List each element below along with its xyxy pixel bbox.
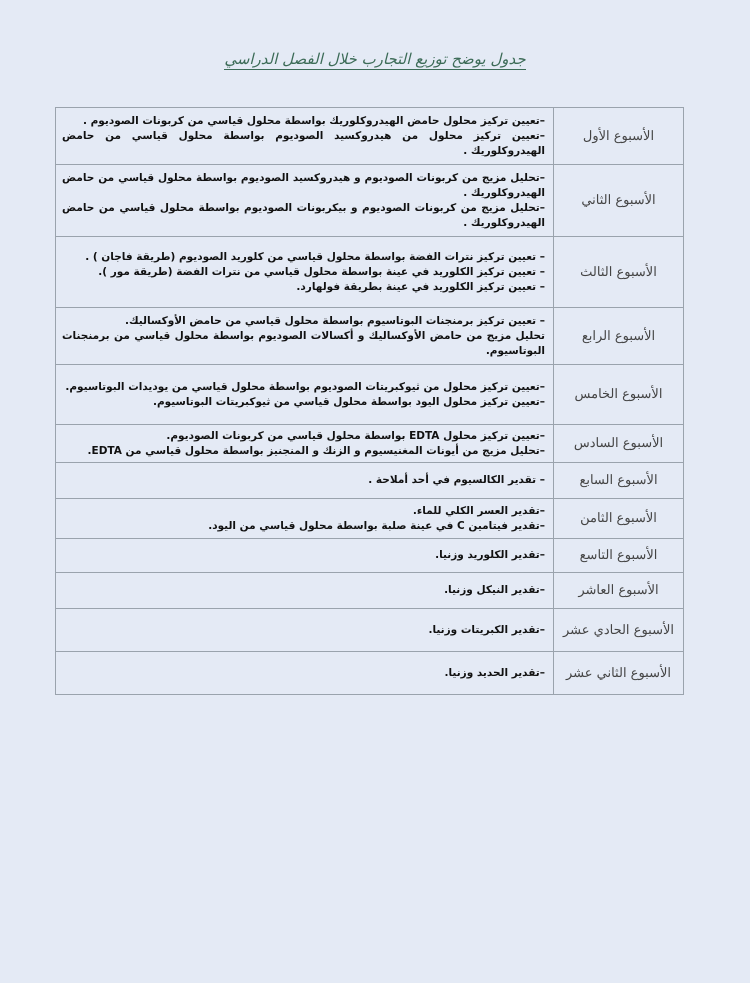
schedule-row xyxy=(56,308,684,365)
experiment-item: –تقدير الكلوريد وزنيا. xyxy=(435,549,545,561)
schedule-row xyxy=(56,573,684,609)
experiment-item: –تقدير الكبريتات وزنيا. xyxy=(428,623,545,636)
week-label: الأسبوع الثاني xyxy=(554,165,684,237)
page-title-text: جدول يوضح توزيع التجارب خلال الفصل الدراسي xyxy=(224,50,526,68)
week-label: الأسبوع السابع xyxy=(554,463,684,499)
schedule-row xyxy=(56,499,684,539)
experiments-cell xyxy=(56,463,554,499)
schedule-row xyxy=(56,425,684,463)
experiments-cell xyxy=(56,308,554,365)
experiment-item: –تقدير العسر الكلي للماء. xyxy=(412,504,545,517)
schedule-row xyxy=(56,365,684,425)
experiment-item: – تعيين تركيز الكلوريد في عينة بواسطة محلول قياسي من نترات الفضة (طريقة مور ). xyxy=(98,265,545,278)
week-label: الأسبوع الثالث xyxy=(554,237,684,308)
experiment-item: –تقدير فيتامين C في عينة صلبة بواسطة محلول قياسي من اليود. xyxy=(208,519,545,532)
week-label: الأسبوع الأول xyxy=(554,108,684,165)
experiment-item: – تعيين تركيز برمنجنات البوتاسيوم بواسطة محلول قياسي من حامض الأوكساليك. xyxy=(125,314,545,327)
week-label: الأسبوع العاشر xyxy=(554,573,684,609)
experiments-cell xyxy=(56,365,554,425)
experiment-item: – تعيين تركيز الكلوريد في عينة بطريقة فولهارد. xyxy=(296,280,545,293)
experiments-cell xyxy=(56,573,554,609)
schedule-row xyxy=(56,165,684,237)
page-title xyxy=(0,50,750,68)
experiment-item: تحليل مزيج من حامض الأوكساليك و أكسالات الصوديوم بواسطة محلول قياسي من برمنجنات البوتاسيوم. xyxy=(62,329,545,357)
experiment-item: –تعيين تركيز محلول اليود بواسطة محلول قياسي من ثيوكبريتات البوتاسيوم. xyxy=(152,395,545,408)
experiment-item: – تقدير الكالسيوم في أحد أملاحة . xyxy=(368,474,545,486)
experiment-item: –تعيين تركيز محلول من ثيوكبريتات الصوديوم بواسطة محلول قياسي من يوديدات البوتاسيوم. xyxy=(65,380,545,393)
experiment-item: –تحليل مزيج من كربونات الصوديوم و بيكربونات الصوديوم بواسطة محلول قياسي من حامض الهيدروكلوريك . xyxy=(62,201,545,229)
schedule-row xyxy=(56,463,684,499)
week-label: الأسبوع الثامن xyxy=(554,499,684,539)
schedule-row xyxy=(56,108,684,165)
experiments-cell xyxy=(56,237,554,308)
experiment-item: –تعيين تركيز محلول EDTA بواسطة محلول قياسي من كربونات الصوديوم. xyxy=(166,429,545,442)
week-label: الأسبوع الثاني عشر xyxy=(554,652,684,695)
week-label: الأسبوع الخامس xyxy=(554,365,684,425)
week-label: الأسبوع السادس xyxy=(554,425,684,463)
experiment-item: –تقدير النيكل وزنيا. xyxy=(444,584,545,596)
experiment-item: –تحليل مزيج من أيونات المغنيسيوم و الزنك و المنجنيز بواسطة محلول قياسي من EDTA. xyxy=(87,444,545,457)
schedule-row xyxy=(56,609,684,652)
experiment-item: –تقدير الحديد وزنيا. xyxy=(444,666,545,679)
experiments-cell xyxy=(56,499,554,539)
experiments-schedule-table xyxy=(55,107,684,695)
experiment-item: –تعيين تركيز محلول من هيدروكسيد الصوديوم بواسطة محلول قياسي من حامض الهيدروكلوريك . xyxy=(62,129,545,157)
week-label: الأسبوع الرابع xyxy=(554,308,684,365)
experiment-item: –تحليل مزيج من كربونات الصوديوم و هيدروكسيد الصوديوم بواسطة محلول قياسي من حامض الهيدروكلوريك . xyxy=(62,171,545,199)
experiments-cell xyxy=(56,652,554,695)
experiments-cell xyxy=(56,425,554,463)
experiments-cell xyxy=(56,165,554,237)
week-label: الأسبوع التاسع xyxy=(554,539,684,573)
experiments-cell xyxy=(56,609,554,652)
week-label: الأسبوع الحادي عشر xyxy=(554,609,684,652)
schedule-body xyxy=(56,108,684,695)
schedule-row xyxy=(56,652,684,695)
experiments-cell xyxy=(56,108,554,165)
experiments-cell xyxy=(56,539,554,573)
schedule-row xyxy=(56,237,684,308)
schedule-row xyxy=(56,539,684,573)
experiment-item: – تعيين تركيز نترات الفضة بواسطة محلول قياسي من كلوريد الصوديوم (طريقة فاجان ) . xyxy=(85,250,545,263)
experiment-item: –تعيين تركيز محلول حامض الهيدروكلوريك بواسطة محلول قياسي من كربونات الصوديوم . xyxy=(82,114,545,127)
